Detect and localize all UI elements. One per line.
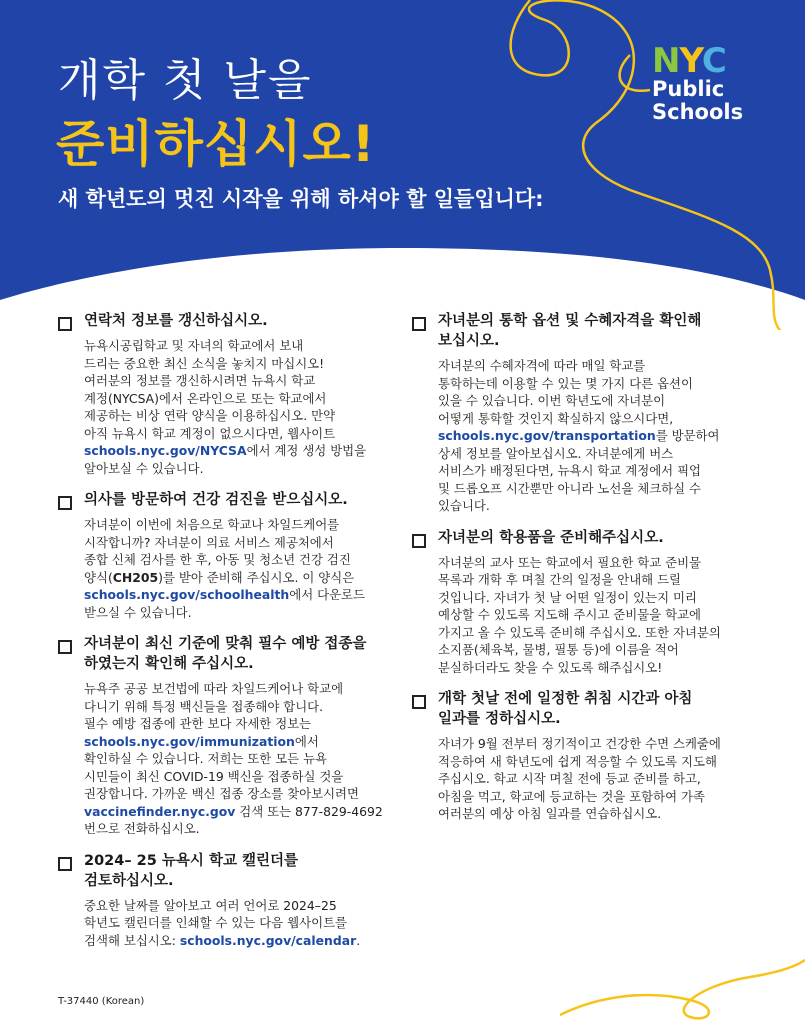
body-line <box>84 337 398 355</box>
checklist-item-body <box>84 897 398 950</box>
web-link[interactable]: schools.nyc.gov/transportation <box>438 428 656 443</box>
checklist-item-title: 의사를 방문하여 건강 검진을 받으십시오. <box>84 492 348 508</box>
body-line <box>84 442 398 460</box>
body-text: 제공하는 비상 연락 양식을 이용하십시오. 만약 <box>84 408 336 423</box>
checklist-item-header <box>412 528 762 548</box>
right-column <box>412 311 762 836</box>
checklist-item-title <box>84 634 366 674</box>
logo-text-public: Public <box>652 77 725 101</box>
body-text: 아침을 먹고, 학교에 등교하는 것을 포함하여 가족 <box>438 788 705 804</box>
body-line <box>438 357 762 375</box>
body-line <box>438 410 762 428</box>
body-line <box>84 803 398 821</box>
title-line: 2024– 25 뉴욕시 학교 캘린더를 <box>84 852 299 869</box>
body-line <box>438 788 762 806</box>
body-line <box>84 372 398 390</box>
page-subtitle: 새 학년도의 멋진 시작을 위해 하셔야 할 일들입니다: <box>58 187 544 211</box>
body-line <box>438 392 762 410</box>
checkbox-icon <box>58 496 72 510</box>
nyc-public-schools-logo <box>652 41 762 134</box>
checklist-item <box>58 311 398 477</box>
checklist-item <box>412 528 762 677</box>
title-line: 보십시오. <box>438 333 500 349</box>
body-text: 아직 뉴욕시 학교 계정이 없으시다면, 웹사이트 <box>84 425 336 441</box>
checklist-item-title: 자녀분의 학용품을 준비해주십시오. <box>438 529 664 546</box>
body-text: 여러분의 정보를 갱신하시려면 뉴욕시 학교 <box>84 373 316 388</box>
body-text: 다니기 위해 특정 백신들을 접종해야 합니다. <box>84 698 324 714</box>
body-line <box>438 589 762 607</box>
body-text: 중요한 날짜를 알아보고 여러 언어로 2024–25 <box>84 897 337 913</box>
body-line <box>438 641 762 659</box>
body-line <box>438 624 762 642</box>
body-text: CH205 <box>112 569 159 585</box>
body-text: 검색 또는 877-829-4692 <box>235 803 383 819</box>
body-text: 필수 예방 접종에 관한 보다 자세한 정보는 <box>84 716 312 731</box>
body-text: 시민들이 최신 COVID-19 백신을 접종하실 것을 <box>84 768 344 784</box>
body-line <box>84 390 398 408</box>
body-line <box>84 733 398 751</box>
page-title-line1: 개학 첫 날을 <box>58 55 313 106</box>
body-text: 가지고 올 수 있도록 준비해 주십시오. 또한 자녀분의 <box>438 624 721 640</box>
body-line <box>84 355 398 373</box>
body-text: 예상할 수 있도록 지도해 주시고 준비물을 학교에 <box>438 607 702 622</box>
body-text: 자녀분의 수혜자격에 따라 매일 학교를 <box>438 358 646 373</box>
checklist-item-title <box>438 689 692 729</box>
checklist-item-header <box>58 634 398 674</box>
body-line <box>84 698 398 716</box>
body-text: 주십시오. 학교 시작 며칠 전에 등교 준비를 하고, <box>438 771 701 786</box>
body-line <box>84 785 398 803</box>
body-text: 뉴욕시공립학교 및 자녀의 학교에서 보내 <box>84 338 304 353</box>
body-text: 확인하실 수 있습니다. 저희는 또한 모든 뉴욕 <box>84 751 328 766</box>
body-text: 서비스가 배정된다면, 뉴욕시 학교 계정에서 픽업 <box>438 463 702 478</box>
body-text: 자녀분이 이번에 처음으로 학교나 차일드케어를 <box>84 517 340 532</box>
checklist-item-title: 연락처 정보를 갱신하십시오. <box>84 313 268 329</box>
body-text: 어떻게 통학할 것인지 확실하지 않으시다면, <box>438 410 674 426</box>
body-text: 통학하는데 이용할 수 있는 몇 가지 다른 옵션이 <box>438 375 693 391</box>
body-line <box>438 753 762 771</box>
checkbox-icon <box>412 317 426 331</box>
web-link[interactable]: schools.nyc.gov/NYCSA <box>84 443 247 458</box>
checkbox-icon <box>412 534 426 548</box>
logo-letter-n: N <box>652 41 680 81</box>
decorative-curve <box>560 955 805 1024</box>
body-line <box>84 932 398 950</box>
body-text: 에서 계정 생성 방법을 <box>246 443 367 458</box>
body-line <box>438 659 762 677</box>
body-text: 계정(NYCSA)에서 온라인으로 또는 학교에서 <box>84 390 327 406</box>
checklist-item <box>58 851 398 950</box>
title-line: 개학 첫날 전에 일정한 취침 시간과 아침 <box>438 691 693 707</box>
body-line <box>438 606 762 624</box>
checklist-item-header <box>412 689 762 729</box>
checklist-item-header <box>58 851 398 891</box>
web-link[interactable]: schools.nyc.gov/schoolhealth <box>84 587 290 602</box>
body-line <box>438 445 762 463</box>
left-column <box>58 311 398 962</box>
body-line <box>438 427 762 445</box>
page-title-line2: 준비하십시오! <box>56 115 376 173</box>
checklist-item <box>412 311 762 515</box>
web-link[interactable]: schools.nyc.gov/immunization <box>84 733 295 749</box>
body-text: 에서 다운로드 <box>289 587 365 602</box>
body-line <box>438 480 762 498</box>
body-line <box>438 462 762 480</box>
body-text: 번으로 전화하십시오. <box>84 821 200 836</box>
document-code: T-37440 (Korean) <box>58 996 145 1007</box>
checklist-item-body <box>84 680 398 838</box>
checklist-item-header <box>58 311 398 331</box>
body-text: . <box>356 932 361 948</box>
checklist-item-header <box>412 311 762 351</box>
body-text: 여러분의 예상 아침 일과를 연습하십시오. <box>438 806 662 821</box>
body-line <box>84 715 398 733</box>
title-line: 일과를 정하십시오. <box>438 711 561 727</box>
title-line: 자녀분의 통학 옵션 및 수혜자격을 확인해 <box>438 313 702 329</box>
checkbox-icon <box>58 640 72 654</box>
body-line <box>84 586 398 604</box>
checklist-item <box>412 689 762 823</box>
checklist-item <box>58 634 398 838</box>
body-line <box>84 516 398 534</box>
body-text: 를 방문하여 <box>655 428 720 443</box>
body-text: 소지품(체육복, 물병, 필통 등)에 이름을 적어 <box>438 642 679 657</box>
body-text: 시작합니까? 자녀분이 의료 서비스 제공처에서 <box>84 534 334 550</box>
body-line <box>438 571 762 589</box>
title-line: 자녀분이 최신 기준에 맞춰 필수 예방 접종을 <box>84 636 367 652</box>
web-link[interactable]: schools.nyc.gov/calendar <box>179 932 357 948</box>
header-banner <box>0 0 805 330</box>
body-line <box>84 750 398 768</box>
body-line <box>84 914 398 932</box>
checklist-item-body <box>84 337 398 477</box>
body-line <box>84 569 398 587</box>
body-text: 목록과 개학 후 며칠 간의 일정을 안내해 드릴 <box>438 572 682 587</box>
body-text: 종합 신체 검사를 한 후, 아동 및 청소년 건강 검진 <box>84 552 351 567</box>
body-line <box>84 460 398 478</box>
body-line <box>84 604 398 622</box>
body-text: 알아보실 수 있습니다. <box>84 460 204 476</box>
logo-letter-c: C <box>701 41 726 81</box>
body-text: 상세 정보를 알아보십시오. 자녀분에게 버스 <box>438 445 674 461</box>
checkbox-icon <box>58 317 72 331</box>
body-line <box>84 897 398 915</box>
checklist-item <box>58 490 398 621</box>
checklist-item-title <box>438 311 701 351</box>
checklist-item-body <box>84 516 398 621</box>
body-line <box>84 820 398 838</box>
body-text: 뉴욕주 공공 보건법에 따라 차일드케어나 학교에 <box>84 681 344 696</box>
body-line <box>84 534 398 552</box>
body-line <box>84 407 398 425</box>
body-line <box>438 375 762 393</box>
checklist-item-body <box>438 554 762 677</box>
body-line <box>438 497 762 515</box>
body-text: 및 드롭오프 시간뿐만 아니라 노선을 체크하실 수 <box>438 480 702 496</box>
body-text: 자녀가 9월 전부터 정기적이고 건강한 수면 스케줄에 <box>438 736 721 751</box>
body-text: 학년도 캘린더를 인쇄할 수 있는 다음 웹사이트를 <box>84 915 348 930</box>
body-line <box>438 770 762 788</box>
body-line <box>84 680 398 698</box>
body-text: 있습니다. <box>438 498 490 513</box>
body-text: )를 받아 준비해 주십시오. 이 양식은 <box>158 569 355 585</box>
body-text: 권장합니다. 가까운 백신 접종 장소를 찾아보시려면 <box>84 786 359 801</box>
body-text: 받으실 수 있습니다. <box>84 604 192 620</box>
checkbox-icon <box>58 857 72 871</box>
web-link[interactable]: vaccinefinder.nyc.gov <box>84 803 236 819</box>
checklist-item-title <box>84 851 298 891</box>
body-text: 것입니다. 자녀가 첫 날 어떤 일정이 있는지 미리 <box>438 589 697 605</box>
body-line <box>438 805 762 823</box>
body-text: 드리는 중요한 최신 소식을 놓치지 마십시오! <box>84 355 325 371</box>
title-line: 검토하십시오. <box>84 872 174 889</box>
body-text: 있을 수 있습니다. 이번 학년도에 자녀분이 <box>438 393 666 408</box>
checkbox-icon <box>412 695 426 709</box>
body-text: 에서 <box>294 733 319 749</box>
body-text: 자녀분의 교사 또는 학교에서 필요한 학교 준비물 <box>438 554 702 570</box>
body-line <box>84 425 398 443</box>
body-line <box>438 554 762 572</box>
logo-letter-y: Y <box>679 41 702 81</box>
body-text: 검색해 보십시오: <box>84 932 180 948</box>
logo-text-schools: Schools <box>652 100 744 124</box>
nyc-logo-mark <box>652 41 762 81</box>
checklist-item-header <box>58 490 398 510</box>
body-text: 분실하더라도 찾을 수 있도록 해주십시오! <box>438 659 663 675</box>
checklist-item-body <box>438 735 762 823</box>
title-line: 하였는지 확인해 주십시오. <box>84 656 254 672</box>
body-line <box>84 551 398 569</box>
body-line <box>84 768 398 786</box>
checklist-item-body <box>438 357 762 515</box>
body-line <box>438 735 762 753</box>
body-text: 적응하여 새 학년도에 쉽게 적응할 수 있도록 지도해 <box>438 753 717 769</box>
body-text: 양식( <box>84 569 113 585</box>
